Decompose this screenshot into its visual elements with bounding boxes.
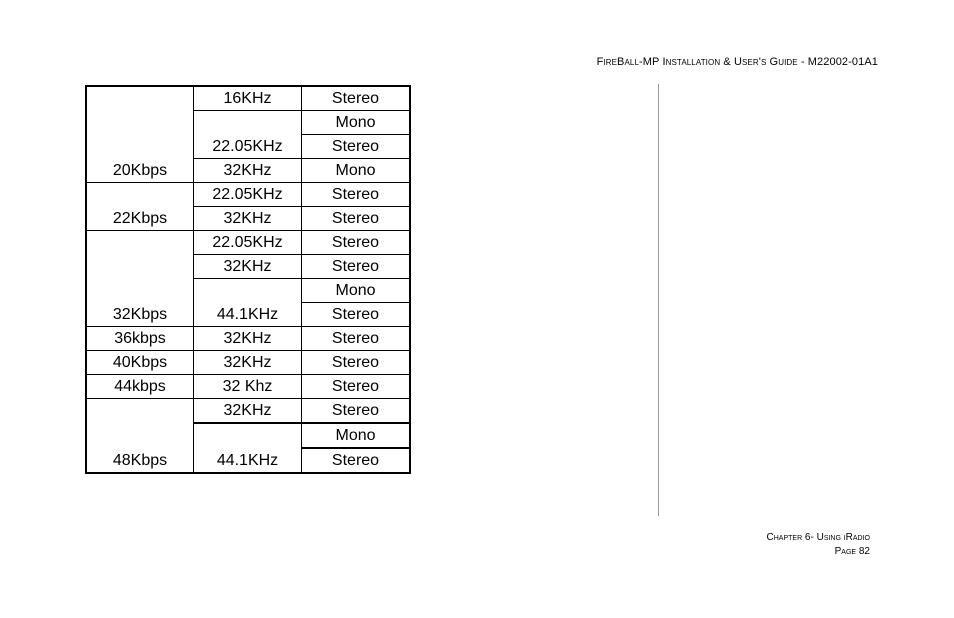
bitrate-cell: 48Kbps — [86, 399, 194, 474]
table-row — [86, 375, 410, 399]
mode-cell: Stereo — [302, 255, 411, 279]
chapter-label — [767, 531, 870, 545]
page-number — [767, 545, 870, 559]
mode-cell: Stereo — [302, 207, 411, 231]
frequency-cell: 32KHz — [194, 351, 302, 375]
bitrate-cell: 36kbps — [86, 327, 194, 351]
bitrate-cell: 40Kbps — [86, 351, 194, 375]
header-title-part: - M22002-01A1 — [797, 56, 878, 68]
chapter-part: Chapter 6- Using iRadio — [766, 532, 870, 543]
bitrate-cell: 22Kbps — [86, 183, 194, 231]
frequency-cell: 32KHz — [194, 255, 302, 279]
mode-cell: Stereo — [302, 303, 411, 327]
table-row — [86, 86, 410, 111]
mode-cell: Stereo — [302, 351, 411, 375]
table-row — [86, 231, 410, 255]
header-title-part: FireBall — [596, 56, 640, 68]
frequency-cell: 32KHz — [194, 159, 302, 183]
running-header — [597, 56, 878, 68]
mode-cell: Mono — [302, 423, 411, 448]
mode-cell: Stereo — [302, 231, 411, 255]
mode-cell: Stereo — [302, 448, 411, 473]
frequency-cell: 16KHz — [194, 86, 302, 111]
header-title-part: -MP — [639, 56, 663, 68]
bitrate-cell: 20Kbps — [86, 86, 194, 183]
mode-cell: Mono — [302, 279, 411, 303]
mode-cell: Stereo — [302, 86, 411, 111]
page-part: 82 — [856, 546, 870, 557]
bitrate-cell: 32Kbps — [86, 231, 194, 327]
mode-cell: Stereo — [302, 327, 411, 351]
table-row — [86, 327, 410, 351]
frequency-cell: 22.05KHz — [194, 183, 302, 207]
page-footer — [767, 531, 870, 559]
frequency-cell: 32 Khz — [194, 375, 302, 399]
bitrate-table — [85, 85, 411, 474]
column-divider — [658, 84, 659, 516]
header-title-part: Installation & User's Guide — [662, 56, 798, 68]
frequency-cell: 32KHz — [194, 327, 302, 351]
table-row — [86, 183, 410, 207]
mode-cell: Mono — [302, 159, 411, 183]
table-row — [86, 399, 410, 424]
frequency-cell: 32KHz — [194, 399, 302, 424]
frequency-cell: 44.1KHz — [194, 423, 302, 473]
page-part: Page — [834, 546, 857, 557]
mode-cell: Stereo — [302, 135, 411, 159]
bitrate-cell: 44kbps — [86, 375, 194, 399]
frequency-cell: 22.05KHz — [194, 231, 302, 255]
mode-cell: Stereo — [302, 399, 411, 424]
mode-cell: Stereo — [302, 375, 411, 399]
mode-cell: Stereo — [302, 183, 411, 207]
frequency-cell: 32KHz — [194, 207, 302, 231]
mode-cell: Mono — [302, 111, 411, 135]
table-row — [86, 351, 410, 375]
frequency-cell: 22.05KHz — [194, 111, 302, 159]
frequency-cell: 44.1KHz — [194, 279, 302, 327]
